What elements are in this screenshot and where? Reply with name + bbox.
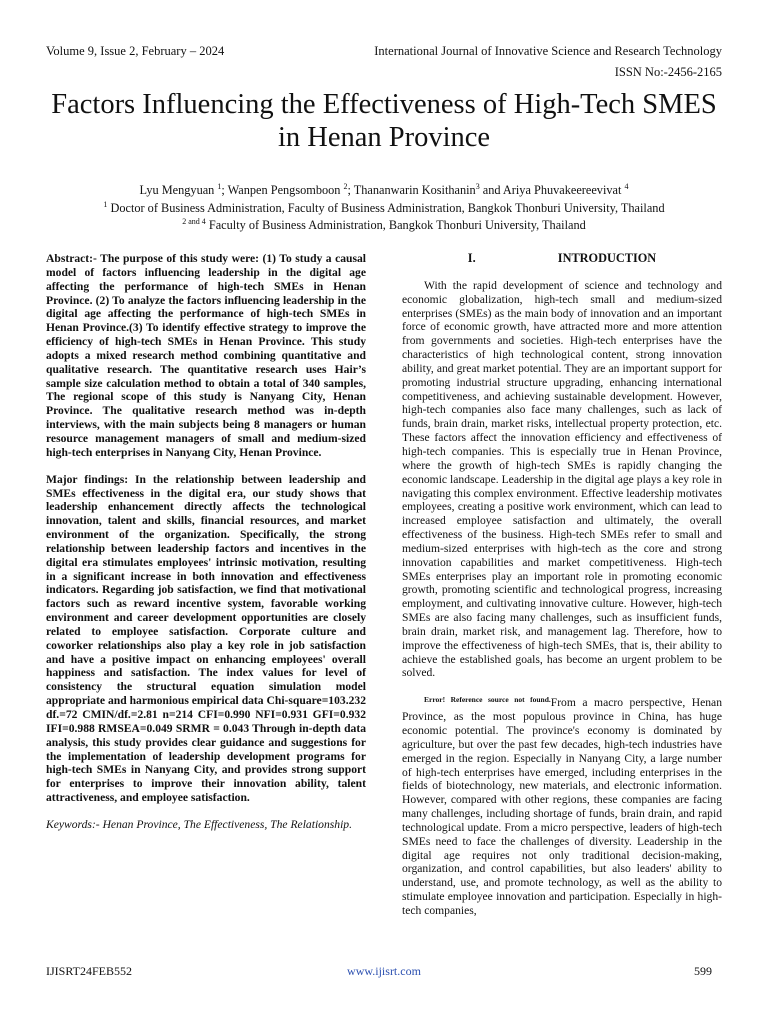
- affiliation-2-text: Faculty of Business Administration, Bangkok Thonburi University, Thailand: [205, 218, 586, 233]
- affiliation-2-sup: 2 and 4: [182, 217, 206, 227]
- intro-paragraph-2: [402, 693, 722, 918]
- journal-name: International Journal of Innovative Science and Research Technology: [374, 44, 722, 58]
- journal-url[interactable]: www.ijisrt.com: [347, 964, 421, 978]
- author-line: [40, 180, 728, 198]
- volume-issue: Volume 9, Issue 2, February – 2024: [46, 44, 225, 58]
- author-1: Lyu Mengyuan: [139, 183, 218, 198]
- reference-error: Error! Reference source not found.: [424, 695, 551, 705]
- paper-title: Factors Influencing the Effectiveness of High-Tech SMES in Henan Province: [51, 89, 717, 153]
- affiliation-1-sup: 1: [103, 199, 108, 209]
- author-3-sup: 3: [475, 182, 480, 191]
- keywords: Keywords:- Henan Province, The Effectiveness, The Relationship.: [46, 817, 352, 831]
- author-4-sup: 4: [624, 182, 629, 191]
- section-number: I.: [467, 251, 476, 265]
- author-block: [40, 180, 728, 233]
- author-1-sup: 1: [217, 182, 222, 191]
- intro-paragraph-2-text: From a macro perspective, Henan Province, as the most populous province in China, has huge economic potential. The province's economy is dominated by agriculture, but over the past few decades, high-tech industries have emerged in the region. Especially in Nanyang City, a large number of high-tech enterprises have emerged, including enterprises in the fields of biotechnology, new materials, and electronic information. However, compared with other regions, these companies are facing many challenges, including shortage of funds, brain drain, and rapid technological update. From a micro perspective, leaders of high-tech SMEs need to face the challenges of diversity. Leadership in the digital age requires not only traditional decision-making, organization, and control capabilities, but also leaders' ability to understand, use, and promote technology, as well as the ability to stimulate employee innovation and participation. Especially in high-tech companies,: [402, 696, 722, 917]
- issn: ISSN No:-2456-2165: [614, 65, 722, 79]
- major-findings: Major findings: In the relationship between leadership and SMEs effectiveness in the digital era, our study shows that leadership enhancement directly affects the technological innovation, talent and skills, financial resources, and market environment of the organization. Specifically, the strong relationship between leadership factors and incentives in the digital era stimulates employees' intrinsic motivation, resulting in a significant increase in both innovation and effectiveness indicators. Regarding job satisfaction, we find that motivational factors such as reward incentive system, favorable working environment and career development opportunities are closely related to employee satisfaction. Corporate culture and coworker relationships also play a key role in job satisfaction and have a positive impact on enhancing employees' overall happiness and satisfaction. The index values for level of consistency the structural equation simulation model appropriate and harmonious empirical data Chi-square=103.232 df.=72 CMIN/df.=2.81 n=214 CFI=0.990 NFI=0.931 GFI=0.932 IFI=0.988 RMSEA=0.049 SRMR = 0.043 Through in-depth data analysis, this study provides clear guidance and suggestions for the implementation of leadership development programs for high-tech SMEs in Nanyang City, and provides strong support for enterprises to improve their innovation ability, talent attractiveness, and employee satisfaction.: [46, 472, 366, 805]
- abstract-text: Abstract:- The purpose of this study were: (1) To study a causal model of factors influencing leadership in the digital age affecting the performance of high-tech SMEs in Henan Province. (2) To analyze the factors influencing leadership in the digital age affecting the performance of high-tech SMEs in Henan Province.(3) To identify effective strategy to improve the efficiency of high-tech SMEs in Henan Province. This study adopts a mixed research method combining quantitative and qualitative research. The quantitative research uses Hair’s sample size calculation method to obtain a total of 340 samples, The regional scope of this study is Nanyang City, Henan Province. The qualitative research method was in-depth interviews, with the main subjects being 8 managers or human resource management managers of small and medium-sized high-tech enterprises in Nanyang City, Henan Province.: [46, 252, 366, 459]
- intro-paragraph-1: With the rapid development of science and technology and economic globalization, high-tech small and medium-sized enterprises (SMEs) as the main body of innovation and an important force of economic growth, have attracted more and more attention from governments and societies. High-tech enterprises have the characteristics of high technological content, strong innovation ability, and great market potential. They are an important support for promoting industrial structure upgrading, enhancing international competitiveness, and achieving sustainable development. However, high-tech companies also face many challenges, such as lack of funds, brain drain, market risks, intellectual property protection, etc. These factors affect the innovation efficiency and effectiveness of high-tech companies. This is especially true in Henan Province, where the growth of high-tech SMEs is rapidly changing the economic landscape. Leadership in the digital age plays a key role in navigating this complex environment. Effective leadership motivates employees, creating a positive work environment, which can lead to increased employee satisfaction and ultimately, the overall effectiveness of the business. High-tech SMEs refer to small and medium-sized enterprises with high-tech as the core and strong innovation capabilities and market competitiveness. High-tech SMEs enterprises play an important role in promoting economic growth, promoting scientific and technological progress, increasing employment, and cultivating innovative culture. However, high-tech SMEs are also facing many challenges, such as insufficient funds, brain drain, market risk, and management lag. Therefore, how to improve the effectiveness of high-tech SMEs, that is, their ability to achieve the established goals, has become an urgent problem to be solved.: [402, 278, 722, 680]
- affiliation-1: [40, 198, 728, 216]
- affiliation-2: [40, 215, 728, 233]
- author-4: and Ariya Phuvakeereevivat: [479, 183, 625, 198]
- right-column: [402, 252, 722, 931]
- left-column: [46, 252, 366, 832]
- author-2-sup: 2: [343, 182, 348, 191]
- author-2: ; Wanpen Pengsomboon: [221, 183, 344, 198]
- paper-code: IJISRT24FEB552: [46, 964, 132, 978]
- page-number: 599: [694, 964, 712, 978]
- section-title: INTRODUCTION: [557, 251, 657, 265]
- affiliation-1-text: Doctor of Business Administration, Faculty of Business Administration, Bangkok Thonburi University, Thailand: [107, 200, 665, 215]
- author-3: ; Thananwarin Kosithanin: [347, 183, 476, 198]
- section-heading: [402, 252, 722, 266]
